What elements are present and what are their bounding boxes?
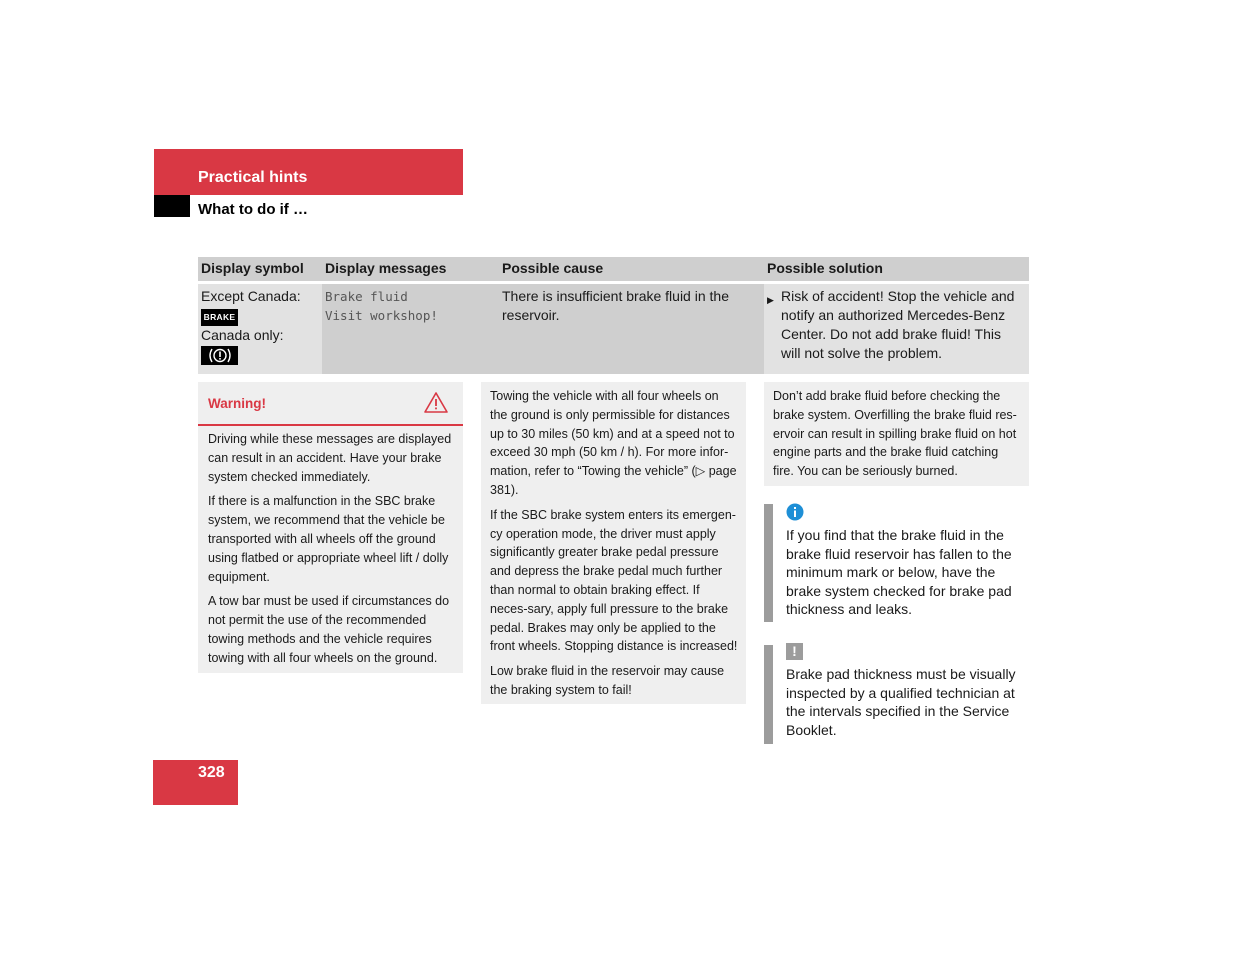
exclamation-icon: ! (786, 643, 803, 660)
table-header-row (198, 257, 1029, 284)
possible-cause-cell (499, 284, 764, 374)
low-fluid-paragraph: Low brake fluid in the reservoir may cause the braking system to fail! (490, 664, 725, 697)
warning-label: Warning! (208, 396, 266, 411)
warning-header (198, 382, 463, 426)
column-header-display-messages: Display messages (322, 257, 499, 284)
brake-fluid-caution-body (764, 382, 1029, 481)
towing-info-body (481, 382, 746, 700)
column-header-possible-cause: Possible cause (499, 257, 764, 284)
sbc-emergency-paragraph: If the SBC brake system enters its emergen-cy operation mode, the driver must apply significantly greater brake pedal pressure and depress the brake pedal much further than normal to obtain braking effect. If neces-sary, apply full pressure to the brake pedal. Brakes may only be applied to the front wheels. Stopping distance is increased! (490, 507, 738, 654)
column-header-display-symbol: Display symbol (198, 257, 322, 284)
warning-triangle-icon (423, 391, 449, 419)
brake-circle-exclamation-icon (201, 346, 238, 365)
brake-fluid-caution-text: Don’t add brake fluid before checking the brake system. Overfilling the brake fluid res-ervoir can result in spilling brake fluid on hot engine parts and the brake fluid catching fire. You can be seriously burned. (773, 389, 1017, 479)
page-number-tab (153, 760, 238, 805)
bullet-arrow-icon: ▶ (767, 295, 774, 305)
warning-paragraph: If there is a malfunction in the SBC brake system, we recommend that the vehicle be transported with all wheels off the ground using flatbed or appropriate wheel lift / dolly equipment. (208, 494, 449, 584)
except-canada-label: Except Canada: (201, 288, 301, 304)
display-message-cell (322, 284, 499, 374)
display-message-line-2: Visit workshop! (325, 308, 438, 323)
section-title: Practical hints (198, 169, 308, 186)
possible-solution-text: Risk of accident! Stop the vehicle and notify an authorized Mercedes-Benz Center. Do not add brake fluid! This will not solve the problem. (781, 288, 1015, 361)
display-message-line-1: Brake fluid (325, 289, 408, 304)
info-note-text: If you find that the brake fluid in the brake fluid reservoir has fallen to the minimum mark or below, have the brake system checked for brake pad thickness and leaks. (786, 527, 1012, 618)
info-sidebar (764, 504, 773, 622)
brake-fluid-caution-box (764, 382, 1029, 486)
display-symbol-cell (198, 284, 322, 374)
warning-paragraph: A tow bar must be used if circumstances do not permit the use of the recommended towing methods and the vehicle requires towing with all four wheels on the ground. (208, 594, 450, 665)
brake-warning-icon: BRAKE (201, 309, 238, 326)
subsection-title: What to do if … (198, 201, 308, 218)
table-row (198, 284, 1029, 374)
note-sidebar (764, 645, 773, 744)
page-number: 328 (198, 764, 225, 781)
column-header-possible-solution: Possible solution (764, 257, 1029, 284)
info-icon (786, 503, 804, 526)
warning-body (198, 426, 463, 668)
subsection-marker (154, 195, 190, 217)
towing-paragraph: Towing the vehicle with all four wheels on the ground is only permissible for distances up to 30 miles (50 km) and at a speed not to exceed 30 mph (50 km / h). For more infor-mation, refer to “Towing the vehicle” (▷ page 381). (490, 389, 737, 497)
canada-only-label: Canada only: (201, 327, 284, 343)
caution-note-text: Brake pad thickness must be visually inspected by a qualified technician at the intervals specified in the Service Booklet. (786, 666, 1016, 738)
possible-cause-text: There is insufficient brake fluid in the reservoir. (502, 288, 729, 323)
warning-paragraph: Driving while these messages are displayed can result in an accident. Have your brake system checked immediately. (208, 432, 452, 484)
possible-solution-cell (764, 284, 1029, 374)
display-messages-table (198, 257, 1029, 374)
warning-box (198, 382, 463, 673)
towing-info-box (481, 382, 746, 704)
